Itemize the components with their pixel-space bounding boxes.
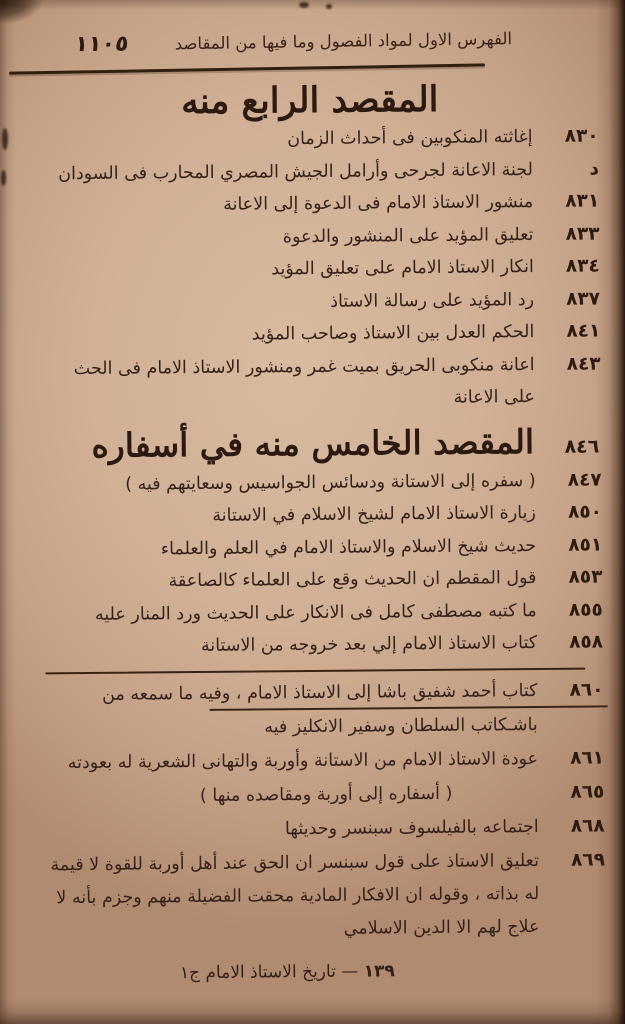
entry-title: اعانة منكوبى الحريق بميت غمر ومنشور الاستاذ الامام فى الحث على الاعانة (73, 354, 535, 408)
toc-entry (41, 561, 602, 598)
footer-text: تاريخ الاستاذ الامام ج١ (179, 961, 336, 984)
entry-page-number: ٨٤٣ (566, 352, 601, 375)
footer-signature-line (0, 960, 600, 985)
section4-heading: المقصد الرابع منه (180, 78, 439, 123)
toc-entry (44, 809, 605, 848)
entry-title: عودة الاستاذ الامام من الاستانة وأوربة والتهانى الشعرية له بعودته (67, 749, 539, 774)
section6-entries (2, 669, 625, 948)
entry-page-number: ٨٣٧ (566, 287, 601, 310)
entry-page-number: ٨٣٤ (565, 255, 600, 277)
footer-dash: — (341, 961, 359, 982)
entry-title: منشور الاستاذ الامام فى الدعوة إلى الاعانة (223, 192, 534, 215)
running-header (0, 21, 622, 66)
toc-entry (42, 626, 603, 663)
entry-title: رد المؤيد على رسالة الاستاذ (330, 289, 535, 312)
entry-page-number: ٨٦٠ (569, 679, 604, 701)
toc-entry (38, 185, 599, 222)
entry-page-number: ٨٥٣ (568, 566, 603, 588)
entry-page-number: ٨٥٥ (568, 598, 603, 621)
entry-title: انكار الاستاذ الامام على تعليق المؤيد (271, 257, 534, 280)
entry-page-number: ٨٦١ (570, 747, 605, 769)
entry-title: ( سفره إلى الاستانة ودسائس الجواسيس وسعايتهم فيه ) (125, 470, 536, 495)
toc-entry (41, 496, 602, 533)
entry-page-number: ٨٥١ (568, 533, 603, 556)
toc-entry (41, 529, 602, 566)
entry-page-number: ٨٥٨ (569, 631, 604, 653)
page-number: ١١٠٥ (73, 31, 131, 58)
section5-heading (0, 421, 625, 465)
toc-entry (39, 283, 600, 320)
entry-page-number: ٨٦٥ (570, 781, 605, 803)
toc-entry (43, 775, 604, 814)
entry-page-number: ٨٣١ (565, 190, 600, 212)
toc-entry (39, 250, 600, 287)
entry-title: حديث شيخ الاسلام والاستاذ الامام في العلم والعلماء (160, 535, 537, 559)
entry-page-number: ٨٤١ (566, 320, 601, 342)
section4-entries (0, 118, 625, 418)
entry-title: ( أسفاره إلى أوربة ومقاصده منها ) (199, 783, 453, 806)
entry-title: الحكم العدل بين الاستاذ وصاحب المؤيد (251, 322, 535, 345)
entry-title: كتاب أحمد شفيق باشا إلى الاستاذ الامام ، وفيه ما سمعه من باشـكاتب السلطان وسفير الانكليز فيه (102, 681, 538, 738)
entry-title: إغاثته المنكوبين فى أحداث الزمان (287, 127, 533, 150)
entry-title: زيارة الاستاذ الامام لشيخ الاسلام في الاستانة (212, 503, 536, 526)
toc-entry (38, 153, 599, 190)
entry-title: ما كتبه مصطفى كامل فى الانكار على الحديث ورد المنار عليه (94, 600, 537, 625)
section5-heading-text: المقصد الخامس منه في أسفاره (91, 421, 535, 465)
toc-entry (38, 218, 599, 255)
running-header-title: الفهرس الاول لمواد الفصول وما فيها من المقاصد (174, 29, 512, 54)
entry-page-number: ٨٥٠ (567, 501, 602, 523)
entry-title: اجتماعه بالفيلسوف سبنسر وحديثها (284, 817, 539, 840)
entry-page-number: ٨٦٩ (570, 849, 606, 871)
footer-number: ١٣٩ (363, 961, 395, 982)
toc-entry (39, 315, 600, 352)
entry-title: تعليق الاستاذ على قول سبنسر ان الحق عند أهل أوربة للقوة لا قيمة له بذاته ، وقوله ان الافكار المادية محقت الفضيلة منهم وجزم بأنه لا علاج لهم الا الدين الاسلامي (50, 851, 540, 939)
toc-entry (43, 741, 604, 780)
section5-entries (0, 460, 625, 664)
entry-title: تعليق المؤيد على المنشور والدعوة (282, 224, 534, 247)
entry-page-number: د (589, 157, 599, 180)
entry-page-number: ٨٦٨ (570, 815, 605, 837)
entry-page-number: ٨٤٧ (567, 468, 602, 491)
section5-heading-page-number: ٨٤٦ (564, 434, 600, 458)
entry-title: قول المقطم ان الحديث وقع على العلماء كالصاعقة (168, 568, 537, 592)
toc-entry (38, 120, 599, 157)
toc-entry (44, 843, 606, 948)
entry-page-number: ٨٣٠ (564, 125, 599, 147)
entry-title: كتاب الاستاذ الامام إلي بعد خروجه من الاستانة (200, 633, 538, 656)
entry-title: لجنة الاعانة لجرحى وأرامل الجيش المصري المحارب فى السودان (58, 159, 534, 184)
toc-entry (39, 348, 601, 418)
toc-entry (41, 464, 602, 501)
toc-entry (42, 673, 604, 746)
entry-page-number: ٨٣٣ (565, 222, 600, 245)
toc-entry (42, 594, 603, 631)
